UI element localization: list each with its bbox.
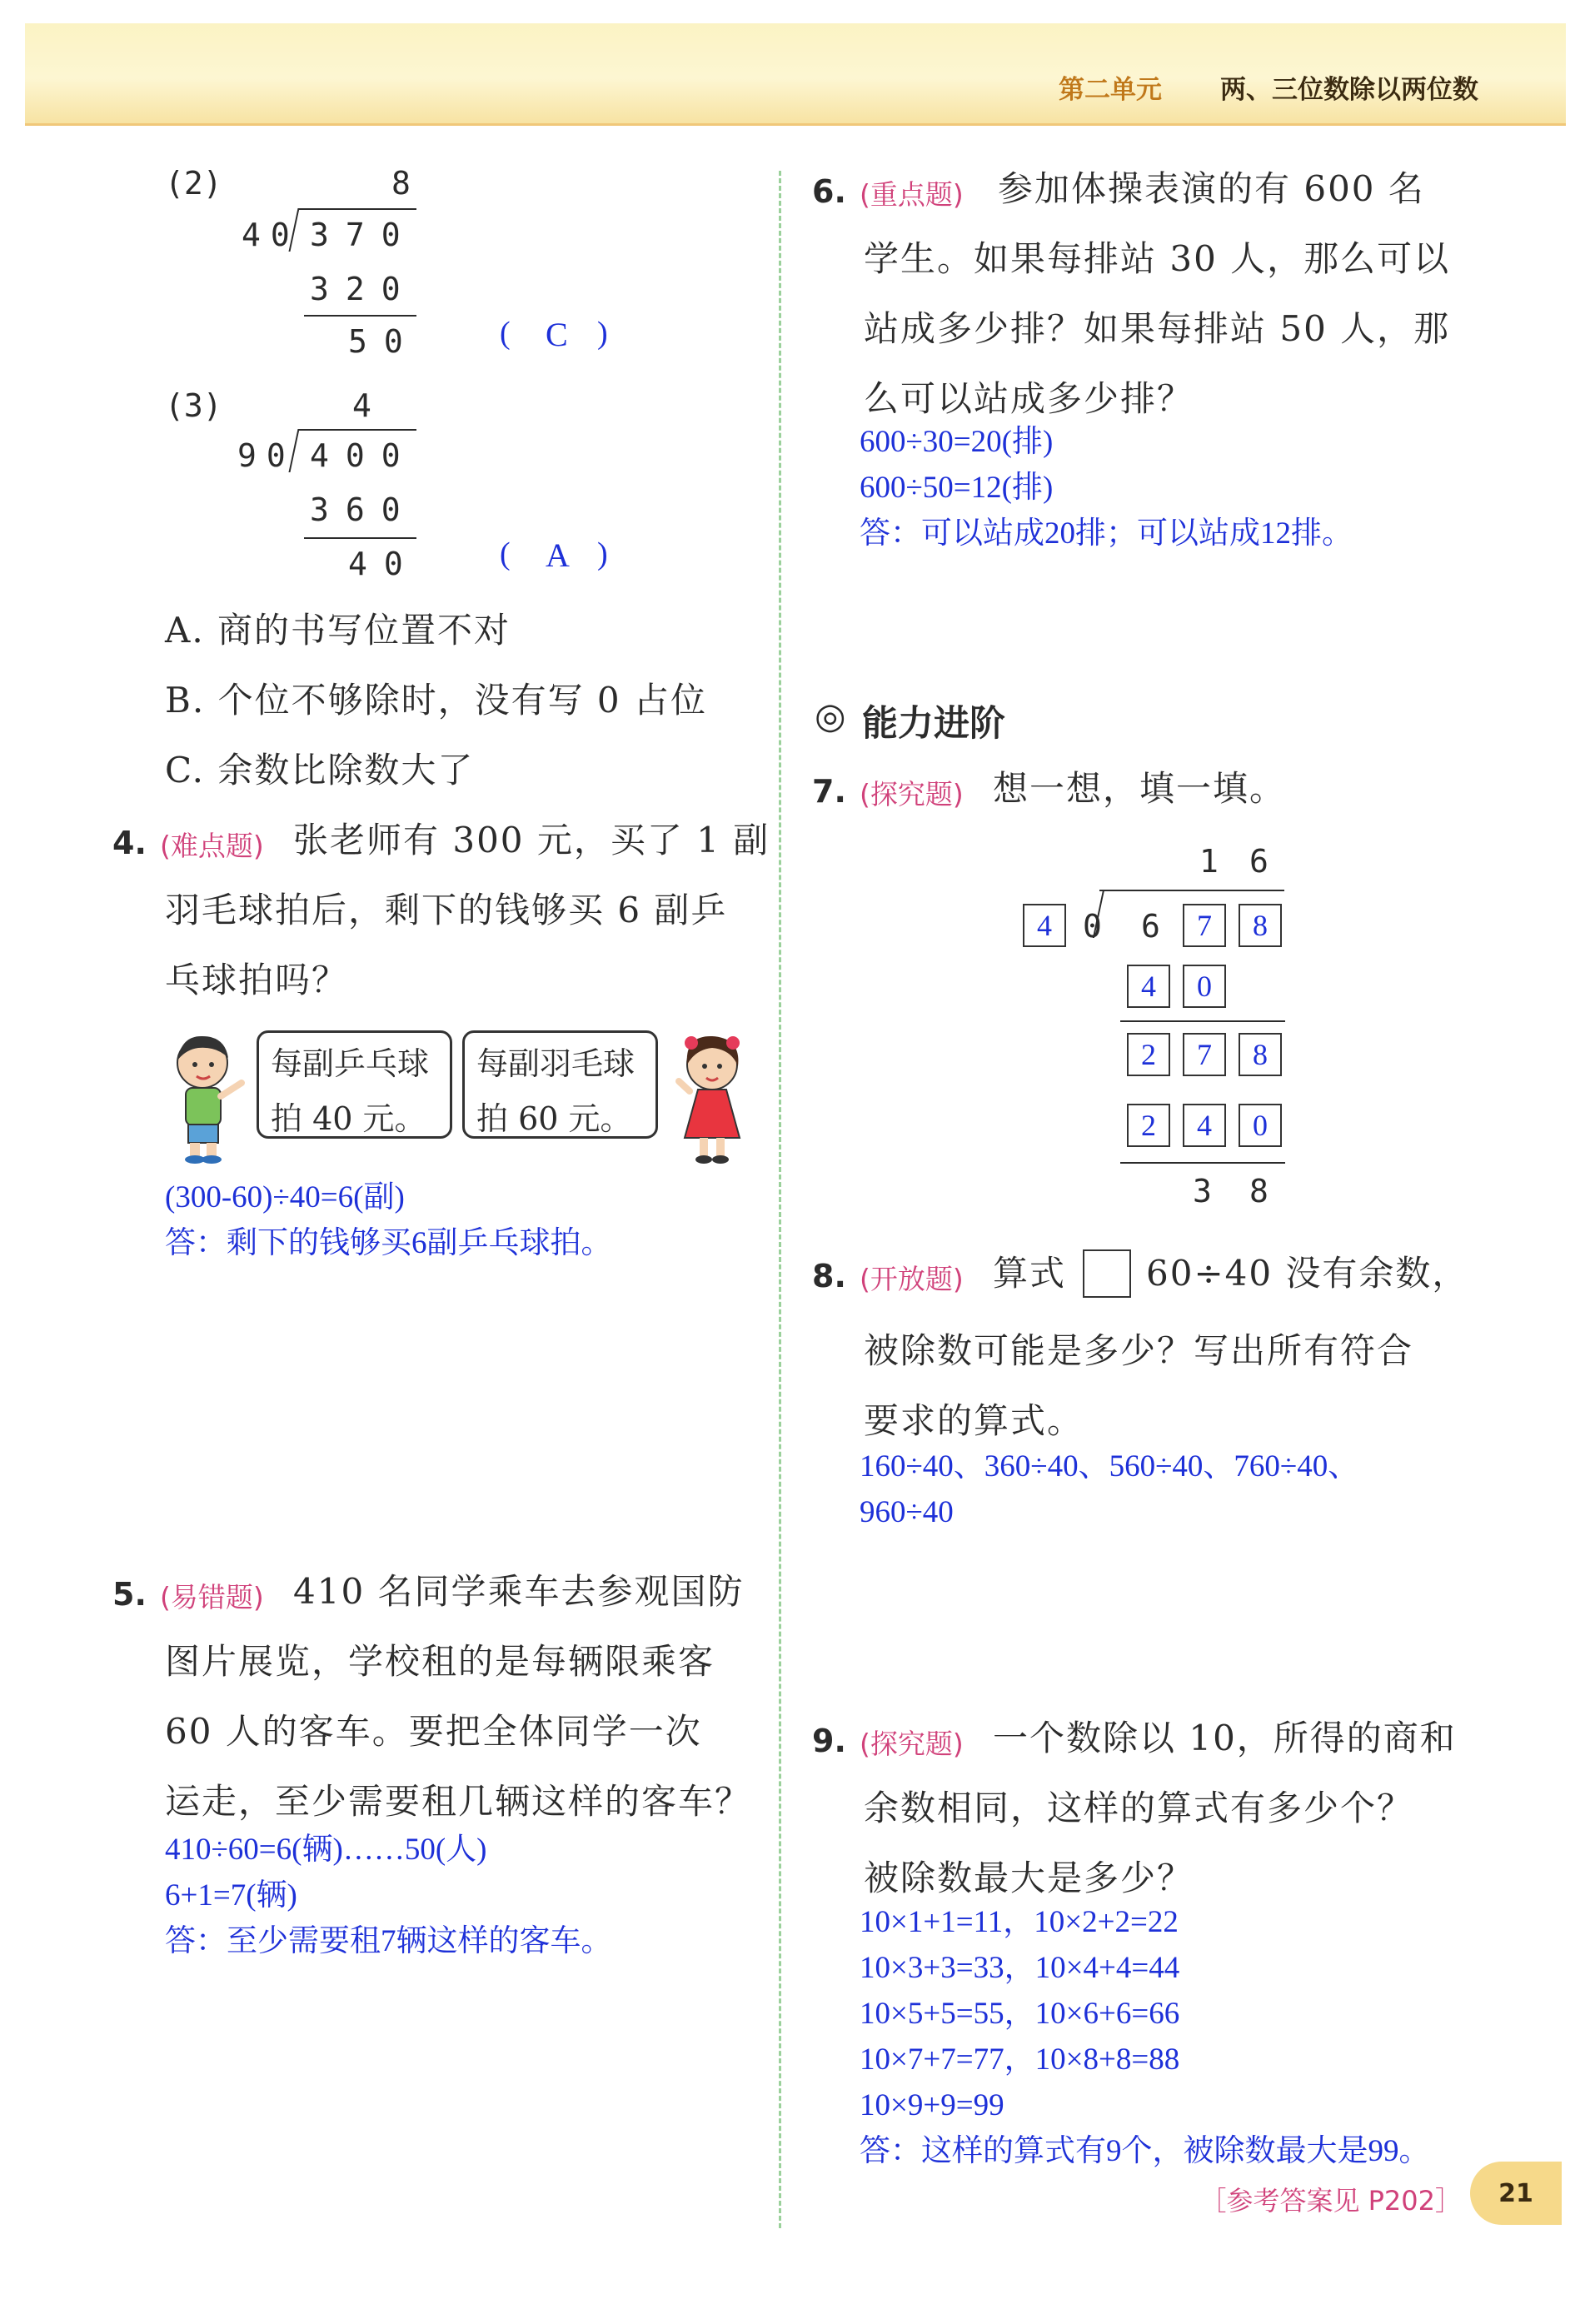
- blank-box[interactable]: 4: [1127, 965, 1170, 1008]
- quotient-digit: 1: [1199, 843, 1219, 880]
- item-label: (3): [165, 387, 222, 424]
- question-text: 么可以站成多少排？: [864, 378, 1194, 419]
- answer-line: (300-60)÷40=6(副): [165, 1180, 405, 1214]
- question-number: 4.: [112, 825, 147, 861]
- blank-box[interactable]: 2: [1127, 1104, 1170, 1147]
- question-tag: (开放题): [860, 1263, 964, 1295]
- choice-answer: A: [546, 536, 570, 574]
- item-label: (2): [165, 165, 222, 202]
- bubble-text: 每副乒乓球: [271, 1045, 430, 1082]
- division-quotient: 8: [391, 165, 411, 202]
- question-text: 想一想，填一填。: [993, 768, 1287, 809]
- division-bar: [298, 429, 416, 431]
- unit-title: 第二单元: [1059, 75, 1162, 105]
- question-text: 410 名同学乘车去参观国防: [293, 1571, 745, 1612]
- answer-line: 10×5+5=55，10×6+6=66: [860, 1997, 1180, 2031]
- answer-line: 答：这样的算式有9个，被除数最大是99。: [860, 2134, 1430, 2168]
- division-dividend: 400: [310, 437, 417, 474]
- answer-line: 600÷30=20(排): [860, 425, 1054, 459]
- speech-bubble-left: [257, 1030, 452, 1139]
- blank-box[interactable]: 4: [1183, 1104, 1226, 1147]
- question-number: 8.: [812, 1258, 846, 1294]
- question-text: 乓球拍吗？: [165, 960, 349, 1000]
- division-line: [304, 537, 416, 539]
- question-text: 被除数最大是多少？: [864, 1858, 1194, 1898]
- boy-illustration: [165, 1031, 248, 1164]
- answer-line: 6+1=7(辆): [165, 1878, 297, 1913]
- divisor-digit: 0: [1083, 908, 1102, 945]
- page-number: 21: [1470, 2162, 1562, 2225]
- division-divisor: 40: [242, 217, 300, 253]
- question-text: 余数相同，这样的算式有多少个？: [864, 1788, 1414, 1828]
- question-text: 算式: [993, 1253, 1067, 1294]
- division-remainder: 40: [348, 546, 420, 582]
- blank-box[interactable]: 4: [1023, 904, 1066, 947]
- question-text: 运走，至少需要租几辆这样的客车？: [165, 1781, 752, 1822]
- question-tag: (探究题): [860, 778, 964, 810]
- division-divisor: 90: [237, 437, 296, 474]
- division-remainder: 50: [348, 323, 420, 360]
- division-line: [1120, 1162, 1285, 1164]
- girl-illustration: [666, 1031, 754, 1169]
- blank-box[interactable]: [1083, 1249, 1131, 1298]
- division-product: 360: [310, 491, 417, 528]
- answer-line: 答：剩下的钱够买6副乒乓球拍。: [165, 1226, 612, 1260]
- blank-box[interactable]: 2: [1127, 1033, 1170, 1076]
- question-tag: (难点题): [160, 830, 264, 862]
- answer-line: 10×3+3=33，10×4+4=44: [860, 1951, 1180, 1985]
- answer-line: 10×7+7=77，10×8+8=88: [860, 2042, 1180, 2077]
- division-bar: [1099, 890, 1284, 891]
- section-icon: ◎: [815, 696, 846, 737]
- question-tag: (重点题): [860, 178, 964, 211]
- blank-box[interactable]: 0: [1183, 965, 1226, 1008]
- question-text: 被除数可能是多少？写出所有符合: [864, 1330, 1414, 1371]
- question-tag: (探究题): [860, 1728, 964, 1760]
- division-quotient: 4: [352, 387, 371, 424]
- division-bar: [298, 208, 416, 210]
- option-c: C. 余数比除数大了: [165, 750, 475, 790]
- question-text: 一个数除以 10，所得的商和: [993, 1718, 1457, 1758]
- answer-line: 410÷60=6(辆)……50(人): [165, 1833, 487, 1867]
- remainder-digit: 8: [1249, 1173, 1269, 1209]
- question-number: 7.: [812, 773, 846, 810]
- question-text: 60÷40 没有余数，: [1146, 1253, 1469, 1294]
- paren-open: (: [500, 536, 511, 571]
- paren-close: ): [597, 536, 608, 571]
- answer-line: 10×1+1=11，10×2+2=22: [860, 1905, 1179, 1939]
- answer-line: 答：至少需要租7辆这样的客车。: [165, 1924, 612, 1958]
- bubble-text: 拍 60 元。: [476, 1100, 632, 1137]
- quotient-digit: 6: [1249, 843, 1269, 880]
- option-a: A. 商的书写位置不对: [165, 610, 511, 651]
- choice-answer: C: [546, 316, 568, 353]
- question-number: 5.: [112, 1576, 147, 1613]
- question-text: 参加体操表演的有 600 名: [998, 168, 1425, 209]
- blank-box[interactable]: 8: [1239, 904, 1282, 947]
- blank-box[interactable]: 7: [1183, 904, 1226, 947]
- question-text: 图片展览，学校租的是每辆限乘客: [165, 1641, 715, 1682]
- blank-box[interactable]: 0: [1239, 1104, 1282, 1147]
- answer-line: 600÷50=12(排): [860, 471, 1054, 505]
- division-product: 320: [310, 271, 417, 307]
- question-text: 羽毛球拍后，剩下的钱够买 6 副乒: [165, 890, 728, 930]
- bubble-text: 每副羽毛球: [476, 1045, 636, 1082]
- question-number: 9.: [812, 1723, 846, 1759]
- topic-title: 两、三位数除以两位数: [1220, 75, 1478, 105]
- answer-reference: ［参考答案见 P202］: [1199, 2185, 1462, 2217]
- option-b: B. 个位不够除时，没有写 0 占位: [165, 680, 707, 721]
- division-line: [1120, 1020, 1285, 1022]
- question-number: 6.: [812, 173, 846, 210]
- answer-line: 10×9+9=99: [860, 2088, 1004, 2122]
- answer-line: 160÷40、360÷40、560÷40、760÷40、: [860, 1449, 1359, 1484]
- answer-line: 答：可以站成20排；可以站成12排。: [860, 516, 1353, 551]
- question-tag: (易错题): [160, 1581, 264, 1613]
- blank-box[interactable]: 8: [1239, 1033, 1282, 1076]
- paren-close: ): [597, 316, 608, 351]
- division-dividend: 370: [310, 217, 417, 253]
- dividend-digit: 6: [1141, 908, 1160, 945]
- answer-line: 960÷40: [860, 1495, 954, 1529]
- section-title: 能力进阶: [862, 703, 1005, 745]
- bubble-text: 拍 40 元。: [271, 1100, 426, 1137]
- question-text: 60 人的客车。要把全体同学一次: [165, 1711, 702, 1752]
- paren-open: (: [500, 316, 511, 351]
- blank-box[interactable]: 7: [1183, 1033, 1226, 1076]
- column-divider: [779, 171, 781, 2228]
- speech-bubble-right: [462, 1030, 658, 1139]
- remainder-digit: 3: [1193, 1173, 1212, 1209]
- question-text: 张老师有 300 元，买了 1 副: [293, 820, 770, 860]
- division-line: [304, 315, 416, 317]
- question-text: 要求的算式。: [864, 1400, 1084, 1441]
- question-text: 学生。如果每排站 30 人，那么可以: [864, 238, 1451, 279]
- question-text: 站成多少排？如果每排站 50 人，那: [864, 308, 1451, 349]
